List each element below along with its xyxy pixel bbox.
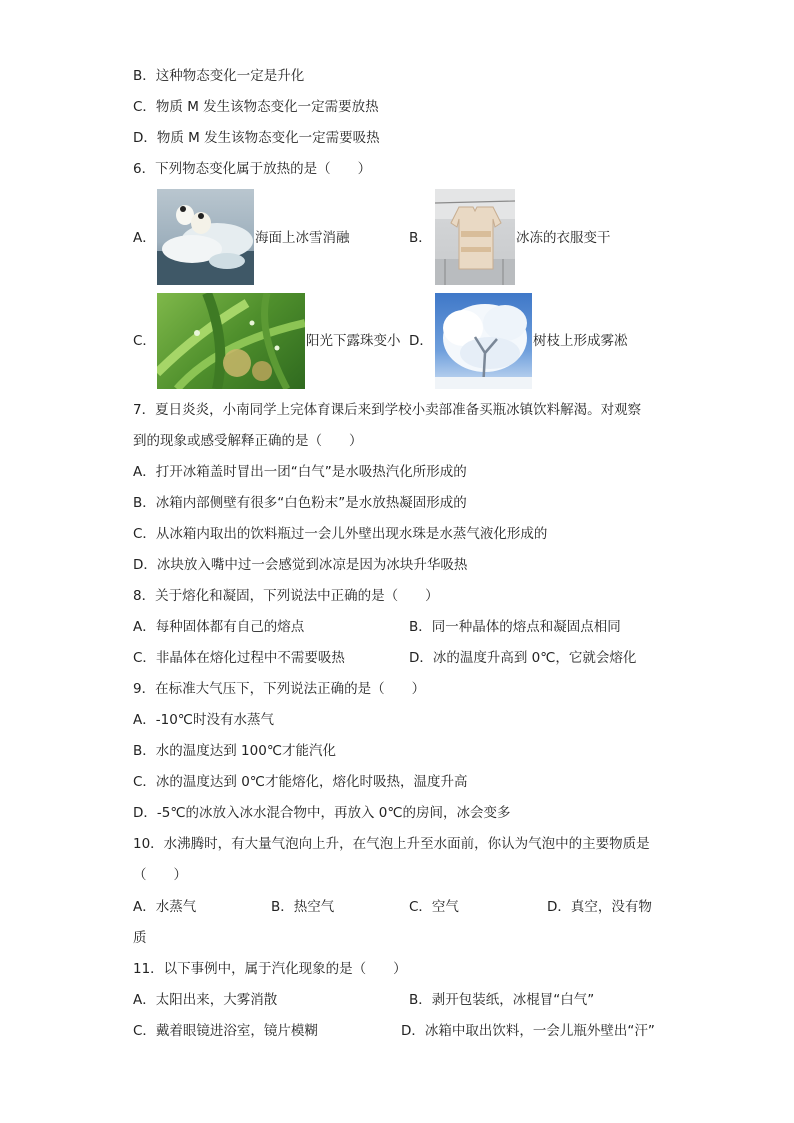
q9-option-d: D．-5℃的冰放入冰水混合物中，再放入 0℃的房间，冰会变多 xyxy=(133,805,511,821)
q6-c-text: 阳光下露珠变小 xyxy=(306,333,401,349)
q5-option-c: C．物质 M 发生该物态变化一定需要放热 xyxy=(133,99,379,115)
q8-option-a: A．每种固体都有自己的熔点 xyxy=(133,619,305,635)
q6-c-letter: C． xyxy=(133,333,156,349)
q7-option-d: D．冰块放入嘴中过一会感觉到冰凉是因为冰块升华吸热 xyxy=(133,557,468,573)
q10-option-d: D．真空，没有物 xyxy=(547,899,652,915)
q7-option-c: C．从冰箱内取出的饮料瓶过一会儿外壁出现水珠是水蒸气液化形成的 xyxy=(133,526,548,542)
dew-grass-photo-icon xyxy=(157,293,305,389)
q10-option-d-continuation: 质 xyxy=(133,930,147,946)
q9-stem: 9．在标准大气压下，下列说法正确的是（ ） xyxy=(133,681,426,697)
q11-option-d: D．冰箱中取出饮料，一会儿瓶外壁出“汗” xyxy=(401,1023,655,1039)
melting-ice-photo-icon xyxy=(157,189,254,285)
q8-option-c: C．非晶体在熔化过程中不需要吸热 xyxy=(133,650,345,666)
q5-option-b: B．这种物态变化一定是升化 xyxy=(133,68,305,84)
q6-d-letter: D． xyxy=(409,333,433,349)
q11-option-a: A．太阳出来，大雾消散 xyxy=(133,992,278,1008)
q9-option-a: A．-10℃时没有水蒸气 xyxy=(133,712,274,728)
q11-option-b: B．剥开包装纸，冰棍冒“白气” xyxy=(409,992,595,1008)
q9-option-c: C．冰的温度达到 0℃才能熔化，熔化时吸热，温度升高 xyxy=(133,774,468,790)
q7-option-b: B．冰箱内部侧壁有很多“白色粉末”是水放热凝固形成的 xyxy=(133,495,467,511)
q8-option-d: D．冰的温度升高到 0℃，它就会熔化 xyxy=(409,650,637,666)
q7-option-a: A．打开冰箱盖时冒出一团“白气”是水吸热汽化所形成的 xyxy=(133,464,467,480)
q11-stem: 11．以下事例中，属于汽化现象的是（ ） xyxy=(133,961,407,977)
q6-a-text: 海面上冰雪消融 xyxy=(255,230,350,246)
q10-option-a: A．水蒸气 xyxy=(133,899,197,915)
q6-b-text: 冰冻的衣服变干 xyxy=(516,230,611,246)
q6-a-letter: A． xyxy=(133,230,156,246)
q6-stem: 6．下列物态变化属于放热的是（ ） xyxy=(133,161,372,177)
q8-stem: 8．关于熔化和凝固，下列说法中正确的是（ ） xyxy=(133,588,439,604)
q10-stem-line1: 10．水沸腾时，有大量气泡向上升，在气泡上升至水面前，你认为气泡中的主要物质是 xyxy=(133,836,650,852)
q7-stem-line1: 7．夏日炎炎，小南同学上完体育课后来到学校小卖部准备买瓶冰镇饮料解渴。对观察 xyxy=(133,402,642,418)
q6-d-text: 树枝上形成雾凇 xyxy=(533,333,628,349)
q10-stem-line2: （ ） xyxy=(133,867,187,883)
rime-tree-photo-icon xyxy=(435,293,532,389)
q10-option-b: B．热空气 xyxy=(271,899,335,915)
frozen-clothes-photo-icon xyxy=(435,189,515,285)
q7-stem-line2: 到的现象或感受解释正确的是（ ） xyxy=(133,433,363,449)
q6-b-letter: B． xyxy=(409,230,432,246)
q5-option-d: D．物质 M 发生该物态变化一定需要吸热 xyxy=(133,130,380,146)
q10-option-c: C．空气 xyxy=(409,899,459,915)
q8-option-b: B．同一种晶体的熔点和凝固点相同 xyxy=(409,619,621,635)
q9-option-b: B．水的温度达到 100℃才能汽化 xyxy=(133,743,336,759)
q11-option-c: C．戴着眼镜进浴室，镜片模糊 xyxy=(133,1023,318,1039)
